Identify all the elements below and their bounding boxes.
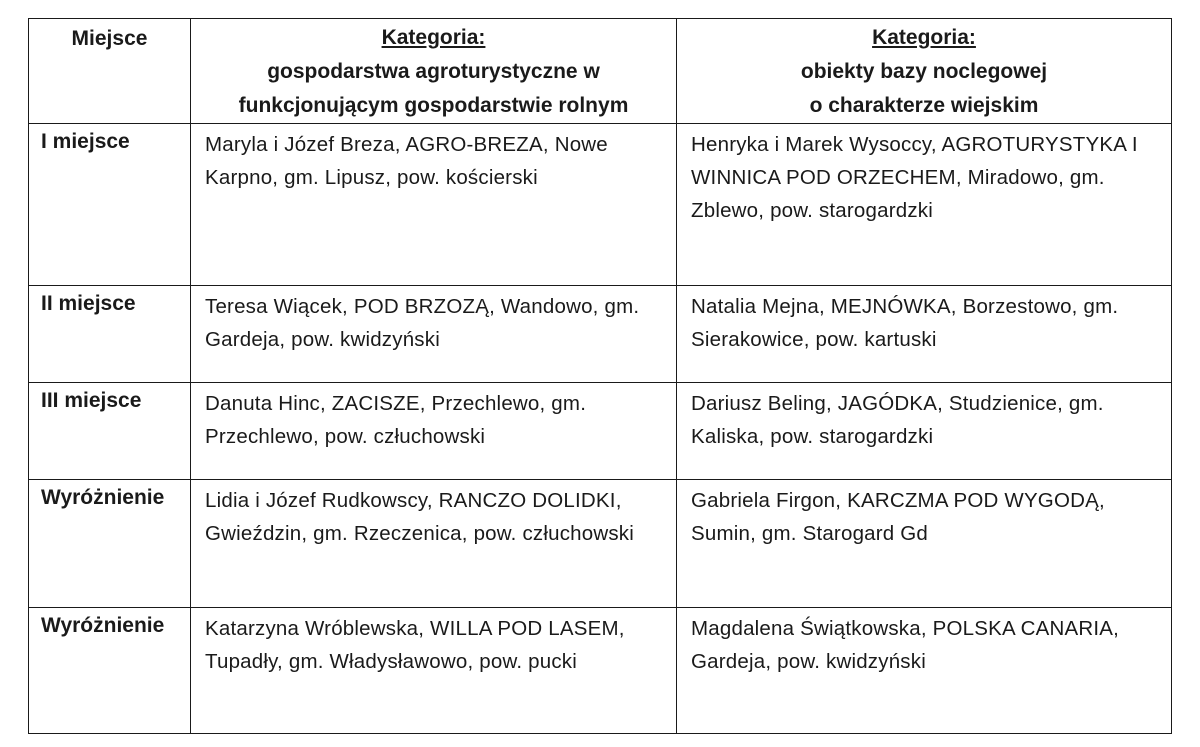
header-place: Miejsce bbox=[29, 19, 191, 124]
table-header-row bbox=[29, 19, 1172, 124]
header-category-title: Kategoria: bbox=[381, 26, 486, 49]
rural-lodging-entry-cell: Natalia Mejna, MEJNÓWKA, Borzestowo, gm. Sierakowice, pow. kartuski bbox=[677, 286, 1172, 383]
rural-lodging-entry-cell: Henryka i Marek Wysoccy, AGROTURYSTYKA I WINNICA POD ORZECHEM, Miradowo, gm. Zblewo, pow. starogardzki bbox=[677, 124, 1172, 286]
place-cell: II miejsce bbox=[29, 286, 191, 383]
header-category-title: Kategoria: bbox=[872, 26, 976, 49]
rural-lodging-entry-cell: Gabriela Firgon, KARCZMA POD WYGODĄ, Sumin, gm. Starogard Gd bbox=[677, 480, 1172, 608]
header-category-agritourism bbox=[191, 19, 677, 124]
place-cell: I miejsce bbox=[29, 124, 191, 286]
table-row bbox=[29, 124, 1172, 286]
table-row bbox=[29, 608, 1172, 734]
agritourism-entry-cell: Maryla i Józef Breza, AGRO-BREZA, Nowe Karpno, gm. Lipusz, pow. kościerski bbox=[191, 124, 677, 286]
agritourism-entry-cell: Lidia i Józef Rudkowscy, RANCZO DOLIDKI, Gwieździn, gm. Rzeczenica, pow. człuchowski bbox=[191, 480, 677, 608]
table-row bbox=[29, 286, 1172, 383]
header-category-line: funkcjonującym gospodarstwie rolnym bbox=[238, 94, 629, 117]
agritourism-entry-cell: Katarzyna Wróblewska, WILLA POD LASEM, Tupadły, gm. Władysławowo, pow. pucki bbox=[191, 608, 677, 734]
place-cell: Wyróżnienie bbox=[29, 608, 191, 734]
header-category-rural-lodging bbox=[677, 19, 1172, 124]
agritourism-entry-cell: Danuta Hinc, ZACISZE, Przechlewo, gm. Przechlewo, pow. człuchowski bbox=[191, 383, 677, 480]
agritourism-entry-cell: Teresa Wiącek, POD BRZOZĄ, Wandowo, gm. Gardeja, pow. kwidzyński bbox=[191, 286, 677, 383]
header-category-line: o charakterze wiejskim bbox=[809, 94, 1039, 117]
place-cell: Wyróżnienie bbox=[29, 480, 191, 608]
header-category-line: obiekty bazy noclegowej bbox=[800, 60, 1048, 83]
header-category-line: gospodarstwa agroturystyczne w bbox=[267, 60, 600, 83]
rural-lodging-entry-cell: Dariusz Beling, JAGÓDKA, Studzienice, gm. Kaliska, pow. starogardzki bbox=[677, 383, 1172, 480]
place-cell: III miejsce bbox=[29, 383, 191, 480]
table-row bbox=[29, 383, 1172, 480]
rural-lodging-entry-cell: Magdalena Świątkowska, POLSKA CANARIA, Gardeja, pow. kwidzyński bbox=[677, 608, 1172, 734]
table-row bbox=[29, 480, 1172, 608]
results-table bbox=[28, 18, 1172, 734]
